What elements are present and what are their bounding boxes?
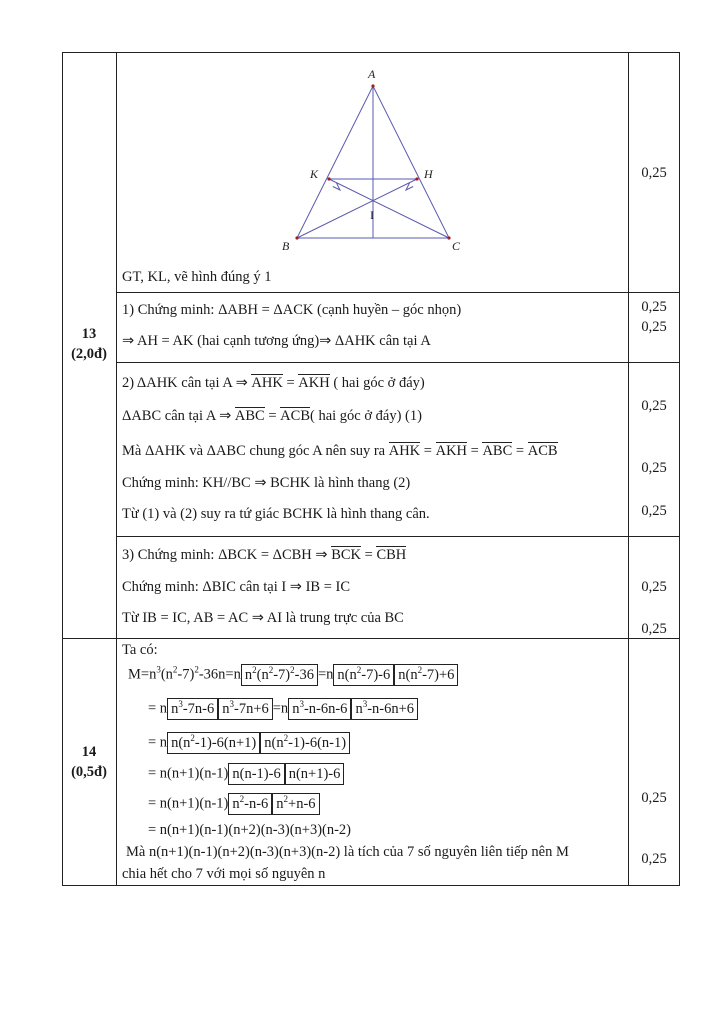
question-number: 14 [81, 744, 97, 760]
question-points: (0,5đ) [71, 764, 107, 780]
part3-line1: 3) Chứng minh: ΔBCK = ΔCBH ⇒ BCK = CBH [122, 547, 407, 563]
q14-line5: = n(n+1)(n-1) $n^2-n-6$ $n^2+n-6$ [148, 793, 320, 815]
score: 0,25 [641, 790, 667, 806]
label-K: K [310, 167, 319, 181]
q14-line6: = n(n+1)(n-1)(n+2)(n-3)(n+3)(n-2) [148, 822, 352, 838]
q14-line2: = n $n^3-7n-6$ $n^3-7n+6 =n$ $n^3-n-6n-6$ $n^3-n-6n+6$ [148, 698, 418, 720]
q14-intro: Ta có: [122, 642, 158, 658]
part1-line1: 1) Chứng minh: ΔABH = ΔACK (cạnh huyền – góc nhọn) [122, 302, 462, 318]
row-divider [116, 292, 680, 293]
part2-line2: ΔABC cân tại A ⇒ ABC = ACB( hai góc ở đáy) (1) [122, 408, 422, 424]
part2-line4: Chứng minh: KH//BC ⇒ BCHK là hình thang (2) [122, 475, 411, 491]
score: 0,25 [641, 579, 667, 595]
q14-line1: $M=n^3(n^2-7)^2-36n=n$ $n^2(n^2-7)^2-36 =n$ $n(n^2-7)-6$ $n(n^2-7)+6$ [128, 664, 458, 686]
score: 0,25 [641, 503, 667, 519]
part1-line2: ⇒ AH = AK (hai cạnh tương ứng)⇒ ΔAHK cân tại A [122, 333, 431, 349]
row-divider [116, 536, 680, 537]
score: 0,25 [641, 460, 667, 476]
q14-conclusion-2: chia hết cho 7 với mọi số nguyên n [122, 866, 326, 882]
part2-line5: Từ (1) và (2) suy ra tứ giác BCHK là hình thang cân. [122, 506, 430, 522]
table-border-top [62, 52, 680, 53]
q14-line4: = n(n+1)(n-1) n(n-1)-6 n(n+1)-6 [148, 763, 344, 785]
figure-caption: GT, KL, vẽ hình đúng ý 1 [122, 269, 272, 285]
part3-line3: Từ IB = IC, AB = AC ⇒ AI là trung trực của BC [122, 610, 404, 626]
row-divider [116, 362, 680, 363]
label-H: H [424, 167, 433, 181]
label-I: I [370, 208, 374, 222]
score: 0,25 [641, 165, 667, 181]
label-B: B [282, 239, 290, 253]
label-C: C [452, 239, 461, 253]
answer-table [62, 52, 680, 886]
question-points: (2,0đ) [71, 346, 107, 362]
q14-conclusion-1: Mà n(n+1)(n-1)(n+2)(n-3)(n+3)(n-2) là tích của 7 số nguyên liên tiếp nên M [126, 844, 569, 860]
part3-line2: Chứng minh: ΔBIC cân tại I ⇒ IB = IC [122, 579, 351, 595]
q14-line3: = n $n(n^2-1)-6(n+1)$ $n(n^2-1)-6(n-1)$ [148, 732, 350, 754]
score: 0,25 [641, 851, 667, 867]
score: 0,25 [641, 319, 667, 335]
score: 0,25 [641, 299, 667, 315]
label-A: A [368, 67, 376, 81]
table-divider-question [116, 52, 117, 886]
part2-line3: Mà ΔAHK và ΔABC chung góc A nên suy ra AHK = AKH = ABC = ACB [122, 443, 558, 459]
score: 0,25 [641, 398, 667, 414]
table-border-bottom [62, 885, 680, 886]
score: 0,25 [641, 621, 667, 637]
row-divider [62, 638, 680, 639]
question-number: 13 [81, 326, 97, 342]
triangle-figure [272, 62, 472, 262]
part2-line1: 2) ΔAHK cân tại A ⇒ AHK = AKH ( hai góc ở đáy) [122, 375, 425, 391]
